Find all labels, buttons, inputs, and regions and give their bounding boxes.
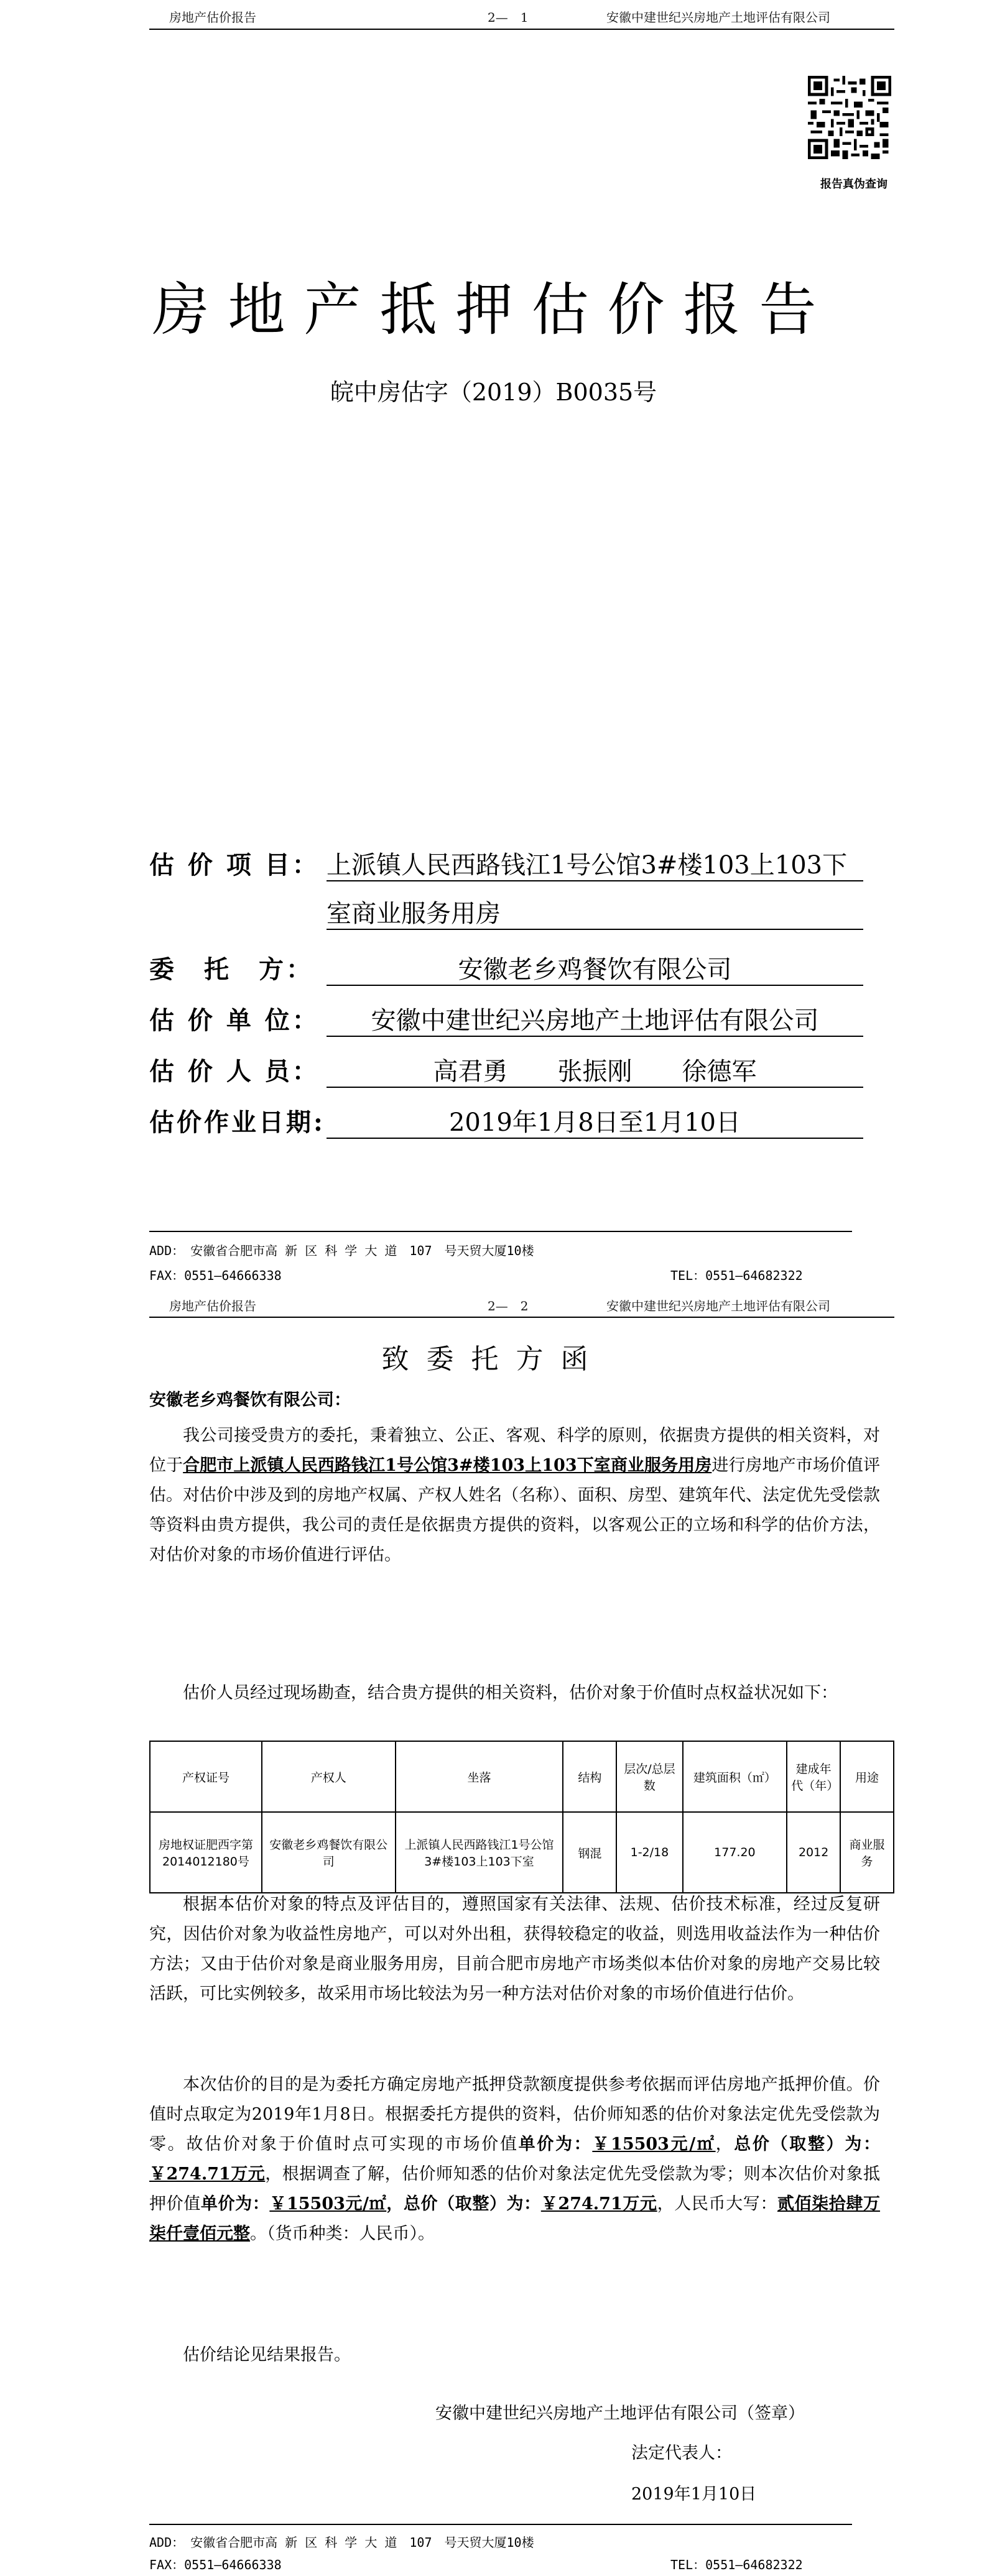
para1-intro: 我公司接受贵方的委托，秉着独立、公正、客观、科学的原则，依据贵方提供的相关资料，对位于 <box>149 1426 880 1475</box>
td-owner: 安徽老乡鸡餐饮有限公司 <box>262 1812 396 1893</box>
info-date-label: 估价作业日期: <box>149 1108 325 1137</box>
info-project-underline-1 <box>327 880 863 881</box>
info-persons-underline <box>327 1087 863 1088</box>
para5-text: 估价结论见结果报告。 <box>183 2345 351 2365</box>
page1-footer-tel: TEL：0551—64682322 <box>670 1268 803 1283</box>
para4-rmb-label: ，人民币大写： <box>657 2194 777 2214</box>
th-owner: 产权人 <box>262 1741 396 1812</box>
para3-text: 根据本估价对象的特点及评估目的，遵照国家有关法律、法规、估价技术标准，经过反复研究，因估价对象为收益性房地产，可以对外出租，获得较稳定的收益，则选用收益法作为一种估价方法；又由于估价对象是商业服务用房，目前合肥市房地产市场类似本估价对象的房地产交易比较活跃，可比实例较多，故采用市场比较法为另一种方法对估价对象的市场价值进行估价。 <box>149 1895 880 2003</box>
info-unit-underline <box>327 1036 863 1037</box>
para4-total-price: ￥274.71万元 <box>149 2164 266 2184</box>
para4-mortgage: ；则本次估价对象抵押价值 <box>149 2164 880 2214</box>
para4-intro: 本次估价的目的是为委托方确定房地产抵押贷款额度提供参考依据而评估房地产抵押价值。价值时点取定为2019年1月8日。根据委托方提供的资料，估价师知悉的估价对象法定优先受偿款为零。故估价对象于价值时点可实现的市场价值 <box>149 2075 880 2154</box>
page2-header-page: 2— 2 <box>488 1299 529 1313</box>
letter-paragraph-5 <box>149 2340 880 2370</box>
qr-caption: 报告真伪查询 <box>820 178 887 191</box>
para4-mortgage-unit-label: 单价为： <box>200 2194 270 2214</box>
info-persons-value: 高君勇 张振刚 徐德军 <box>433 1057 757 1086</box>
page1-header-left: 房地产估价报告 <box>169 10 256 25</box>
letter-paragraph-4 <box>149 2070 880 2249</box>
info-project-value-line2: 室商业服务用房 <box>327 899 501 928</box>
page1-footer-rule <box>149 1231 852 1232</box>
para4-currency: 。（货币种类：人民币）。 <box>250 2224 435 2243</box>
para4-unit-price: ￥15503元/㎡ <box>592 2135 716 2154</box>
report-title: 房地产抵押估价报告 <box>152 277 835 343</box>
page2-header-left: 房地产估价报告 <box>169 1299 256 1313</box>
th-location: 坐落 <box>396 1741 563 1812</box>
info-project-label: 估 价 项 目： <box>149 850 320 880</box>
para4-unit-price-label: 单价为： <box>518 2135 593 2154</box>
para4-survey: ，根据调查了解，估价师知悉的估价对象法定优先受偿款为零 <box>265 2164 727 2184</box>
letter-paragraph-3 <box>149 1890 880 2009</box>
page1-header-rule <box>149 29 894 30</box>
page1-footer-fax: FAX：0551—64666338 <box>149 1268 282 1283</box>
para4-amount-in-words: 贰佰柒拾肆万柒仟壹佰元整 <box>149 2194 881 2243</box>
info-unit-value: 安徽中建世纪兴房地产土地评估有限公司 <box>371 1006 819 1035</box>
info-client-label: 委 托 方： <box>149 955 313 984</box>
para4-comma: ， <box>715 2135 734 2154</box>
td-structure: 钢混 <box>563 1812 616 1893</box>
qr-code-icon[interactable] <box>807 76 892 159</box>
letter-paragraph-2 <box>149 1678 880 1708</box>
signature-company: 安徽中建世纪兴房地产土地评估有限公司（签章） <box>435 2404 805 2423</box>
page1-header-page: 2— 1 <box>488 10 529 25</box>
th-cert-no: 产权证号 <box>150 1741 262 1812</box>
signature-representative: 法定代表人： <box>631 2444 732 2463</box>
td-floor: 1-2/18 <box>616 1812 682 1893</box>
th-build-year: 建成年代（年） <box>787 1741 840 1812</box>
page1-footer-address: ADD： 安徽省合肥市高 新 区 科 学 大 道 107 号天贸大厦10楼 <box>149 1243 534 1258</box>
para4-mortgage-unit-price: ￥15503元/㎡ <box>269 2194 387 2214</box>
info-persons-label: 估 价 人 员： <box>149 1057 320 1086</box>
table-row <box>150 1812 894 1893</box>
th-area: 建筑面积（㎡） <box>683 1741 787 1812</box>
para2-text: 估价人员经过现场勘查，结合贵方提供的相关资料，估价对象于价值时点权益状况如下： <box>183 1683 838 1703</box>
td-usage: 商业服务 <box>840 1812 894 1893</box>
td-area: 177.20 <box>683 1812 787 1893</box>
td-build-year: 2012 <box>787 1812 840 1893</box>
letter-paragraph-1 <box>149 1421 880 1570</box>
info-unit-label: 估 价 单 位： <box>149 1006 320 1035</box>
letter-title: 致委托方函 <box>381 1343 606 1375</box>
property-table-header-row <box>150 1741 894 1812</box>
td-location: 上派镇人民西路钱江1号公馆3#楼103上103下室 <box>396 1812 563 1893</box>
page2-header-right: 安徽中建世纪兴房地产土地评估有限公司 <box>606 1299 830 1313</box>
info-client-value: 安徽老乡鸡餐饮有限公司 <box>458 955 732 984</box>
th-structure: 结构 <box>563 1741 616 1812</box>
page2-footer-tel: TEL：0551—64682322 <box>670 2557 803 2572</box>
page2-header-rule <box>149 1317 894 1318</box>
letter-salutation: 安徽老乡鸡餐饮有限公司： <box>149 1391 351 1410</box>
info-project-value-line1: 上派镇人民西路钱江1号公馆3#楼103上103下 <box>327 851 848 880</box>
td-cert-no: 房地权证肥西字第2014012180号 <box>150 1812 262 1893</box>
para4-total-label: 总价（取整）为： <box>734 2135 881 2154</box>
th-usage: 用途 <box>840 1741 894 1812</box>
th-floor: 层次/总层数 <box>616 1741 682 1812</box>
page2-footer-address: ADD： 安徽省合肥市高 新 区 科 学 大 道 107 号天贸大厦10楼 <box>149 2535 534 2550</box>
document-number: 皖中房估字（2019）B0035号 <box>330 379 657 406</box>
property-table <box>149 1741 894 1893</box>
para1-rest: 进行房地产市场价值评估。对估价中涉及到的房地产权属、产权人姓名（名称）、面积、房型、建筑年代、法定优先受偿款等资料由贵方提供，我公司的责任是依据贵方提供的资料，以客观公正的立场和科学的估价方法，对估价对象的市场价值进行评估。 <box>149 1456 881 1565</box>
para4-mortgage-total-price: ￥274.71万元 <box>540 2194 657 2214</box>
page2-footer-fax: FAX：0551—64666338 <box>149 2557 282 2572</box>
page1-header-right: 安徽中建世纪兴房地产土地评估有限公司 <box>606 10 830 25</box>
para4-mortgage-total-label: ，总价（取整）为： <box>386 2194 541 2214</box>
info-date-value: 2019年1月8日至1月10日 <box>448 1108 741 1137</box>
signature-date: 2019年1月10日 <box>631 2485 757 2504</box>
para1-property-address: 合肥市上派镇人民西路钱江1号公馆3#楼103上103下室商业服务用房 <box>183 1456 712 1475</box>
page2-footer-rule <box>149 2524 852 2525</box>
info-date-underline <box>327 1138 863 1139</box>
info-client-underline <box>327 985 863 986</box>
info-project-underline-2 <box>327 929 863 930</box>
